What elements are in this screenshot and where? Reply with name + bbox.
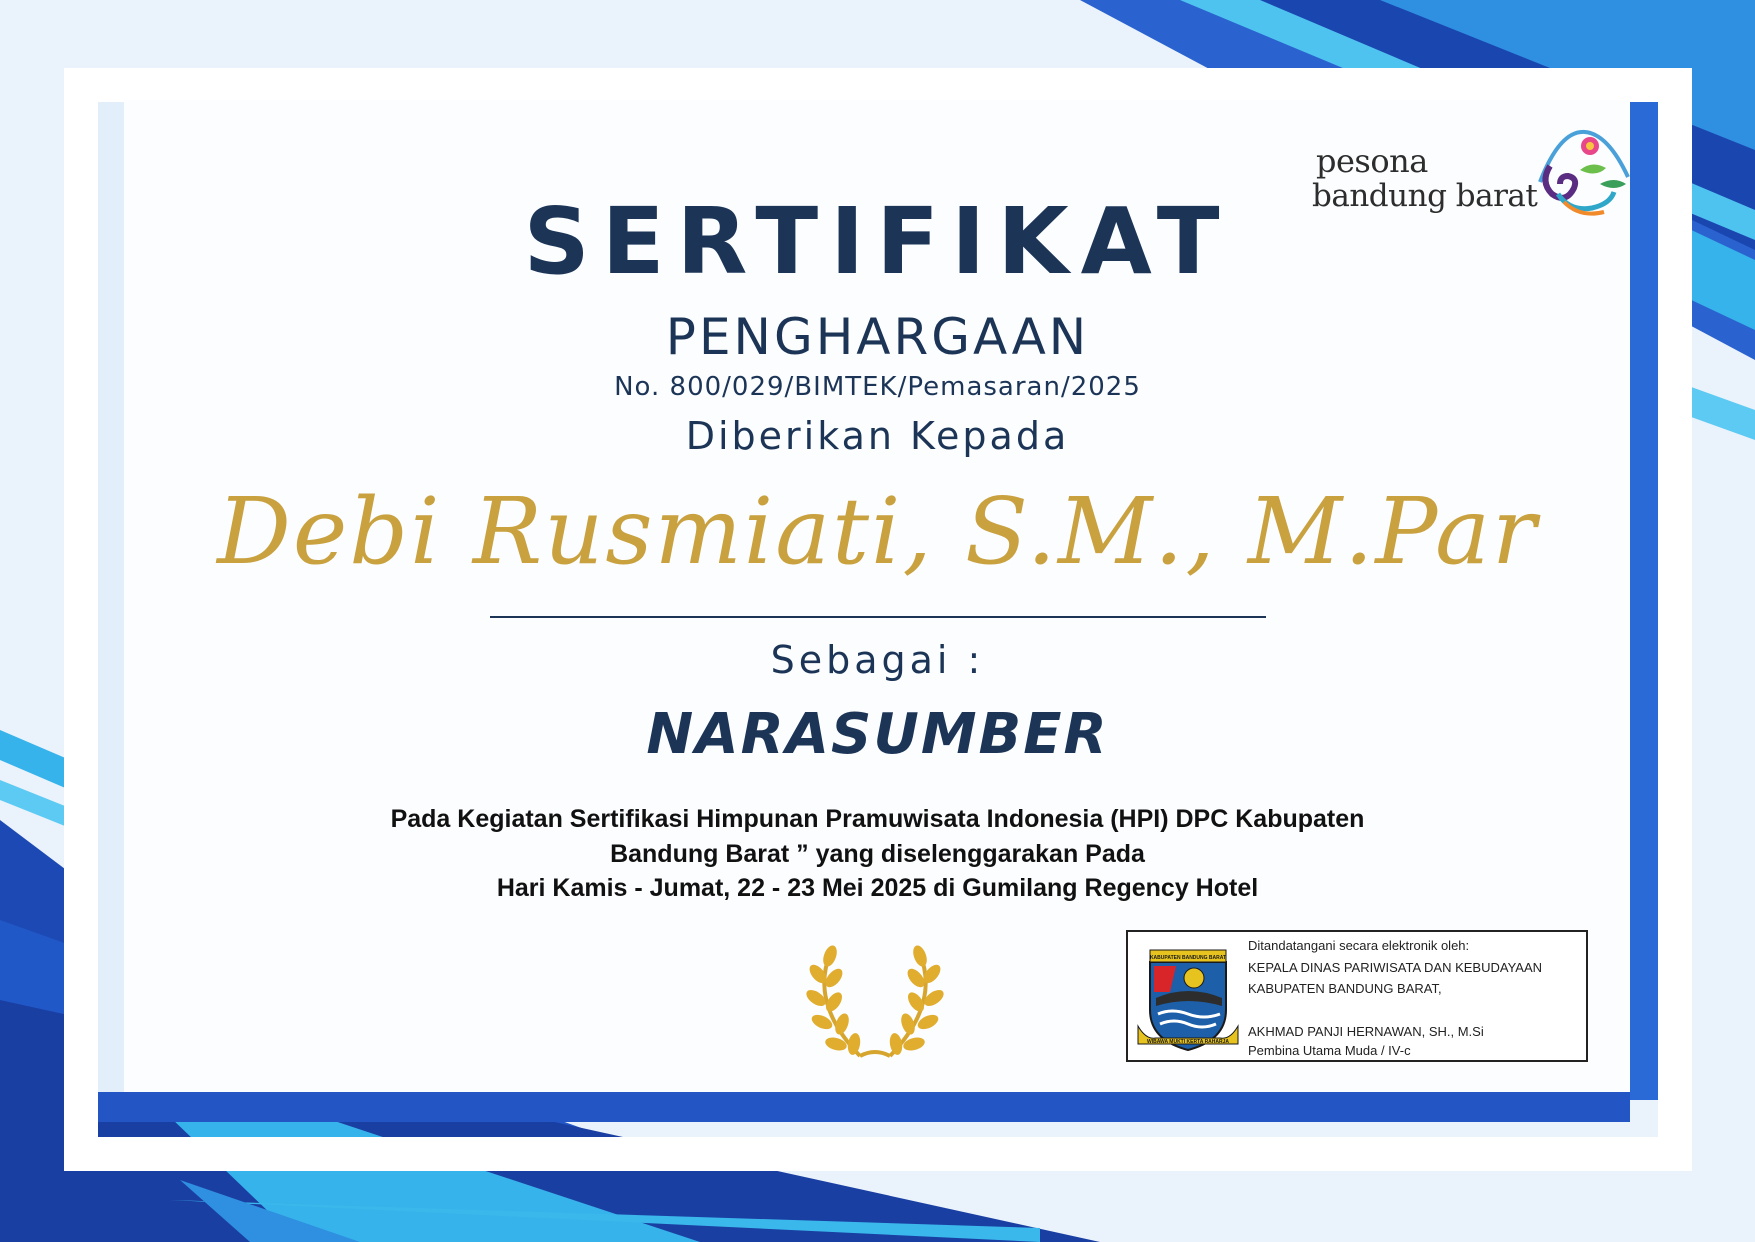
logo-text-line2: bandung barat <box>1312 178 1538 214</box>
signature-position: KEPALA DINAS PARIWISATA DAN KEBUDAYAAN <box>1248 960 1543 975</box>
logo-text-line1: pesona <box>1316 142 1428 180</box>
electronic-signature-box <box>1126 930 1588 1062</box>
laurel-wreath-icon <box>790 944 960 1064</box>
recipient-role: NARASUMBER <box>646 702 1109 767</box>
signature-note: Ditandatangani secara elektronik oleh: <box>1248 938 1470 953</box>
description-line-2: Bandung Barat ” yang diselenggarakan Pada <box>610 840 1145 868</box>
description-line-1: Pada Kegiatan Sertifikasi Himpunan Pramuwisata Indonesia (HPI) DPC Kabupaten <box>390 805 1365 833</box>
signatory-name: AKHMAD PANJI HERNAWAN, SH., M.Si <box>1248 1024 1484 1039</box>
certificate-subtitle: PENGHARGAAN <box>665 308 1090 366</box>
signature-institution: KABUPATEN BANDUNG BARAT, <box>1248 981 1442 996</box>
certificate-title: SERTIFIKAT <box>523 188 1232 295</box>
given-to-label: Diberikan Kepada <box>685 414 1070 458</box>
as-label: Sebagai : <box>770 638 985 682</box>
certificate-number: No. 800/029/BIMTEK/Pemasaran/2025 <box>614 372 1141 402</box>
description-line-3: Hari Kamis - Jumat, 22 - 23 Mei 2025 di Gumilang Regency Hotel <box>496 874 1259 902</box>
kabupaten-bandung-barat-emblem-icon <box>1136 940 1240 1056</box>
name-underline <box>490 616 1266 618</box>
signatory-rank: Pembina Utama Muda / IV-c <box>1248 1043 1411 1058</box>
recipient-name: Debi Rusmiati, S.M., M.Par <box>217 478 1538 585</box>
emblem-motto-text: WIBAWA MUKTI KERTA RAHARJA <box>1146 1039 1230 1045</box>
emblem-top-text: KABUPATEN BANDUNG BARAT <box>1149 955 1227 961</box>
